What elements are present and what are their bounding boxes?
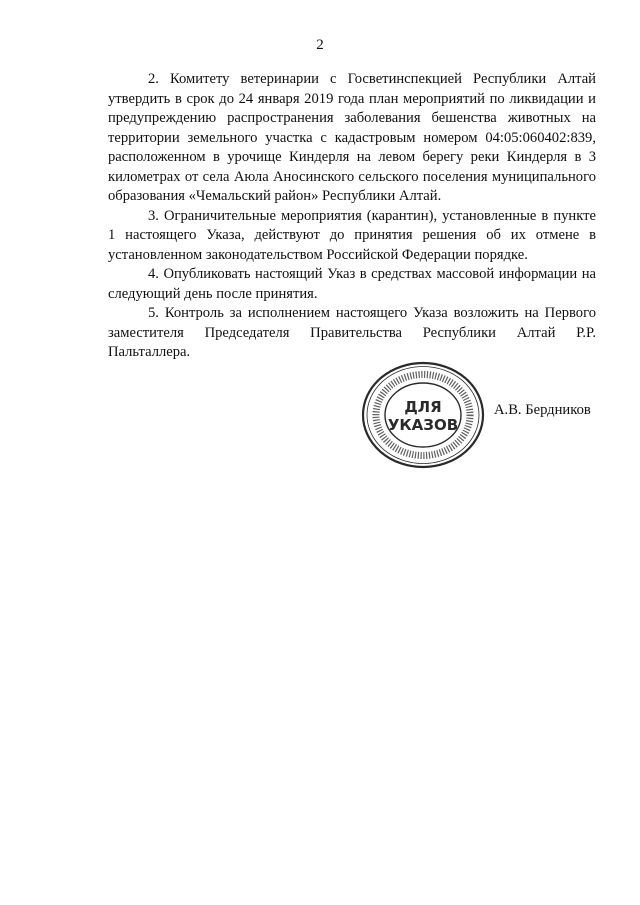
paragraph-item-4: 4. Опубликовать настоящий Указ в средствах массовой информации на следующий день после принятия. xyxy=(108,266,596,302)
paragraph-item-3: 3. Ограничительные мероприятия (карантин), установленные в пункте 1 настоящего Указа, действуют до принятия решения об их отмене в установленном законодательством Российской Федерации порядке. xyxy=(108,207,596,263)
stamp-text-line2: УКАЗОВ xyxy=(387,416,459,434)
paragraph-item-2: 2. Комитету ветеринарии с Госветинспекцией Республики Алтай утвердить в срок до 24 января 2019 года план мероприятий по ликвидации и предупреждению распространения заболевания бешенства животных на территории земельного участка с кадастровым номером 04:05:060402:839, расположенном в урочище Киндерля на левом берегу реки Киндерля в 3 километрах от села Аюла Аносинского сельского поселения муниципального образования «Чемальский район» Республики Алтай. xyxy=(108,71,596,204)
signature-block xyxy=(360,360,610,470)
signer-name: А.В. Бердников xyxy=(494,402,591,418)
stamp-text-line1: ДЛЯ xyxy=(404,398,442,416)
paragraph-item-5: 5. Контроль за исполнением настоящего Указа возложить на Первого заместителя Председателя Правительства Республики Алтай Р.Р. Пальталлера. xyxy=(108,305,596,360)
document-body xyxy=(108,70,596,363)
official-stamp xyxy=(360,360,486,470)
page-number: 2 xyxy=(316,37,324,53)
